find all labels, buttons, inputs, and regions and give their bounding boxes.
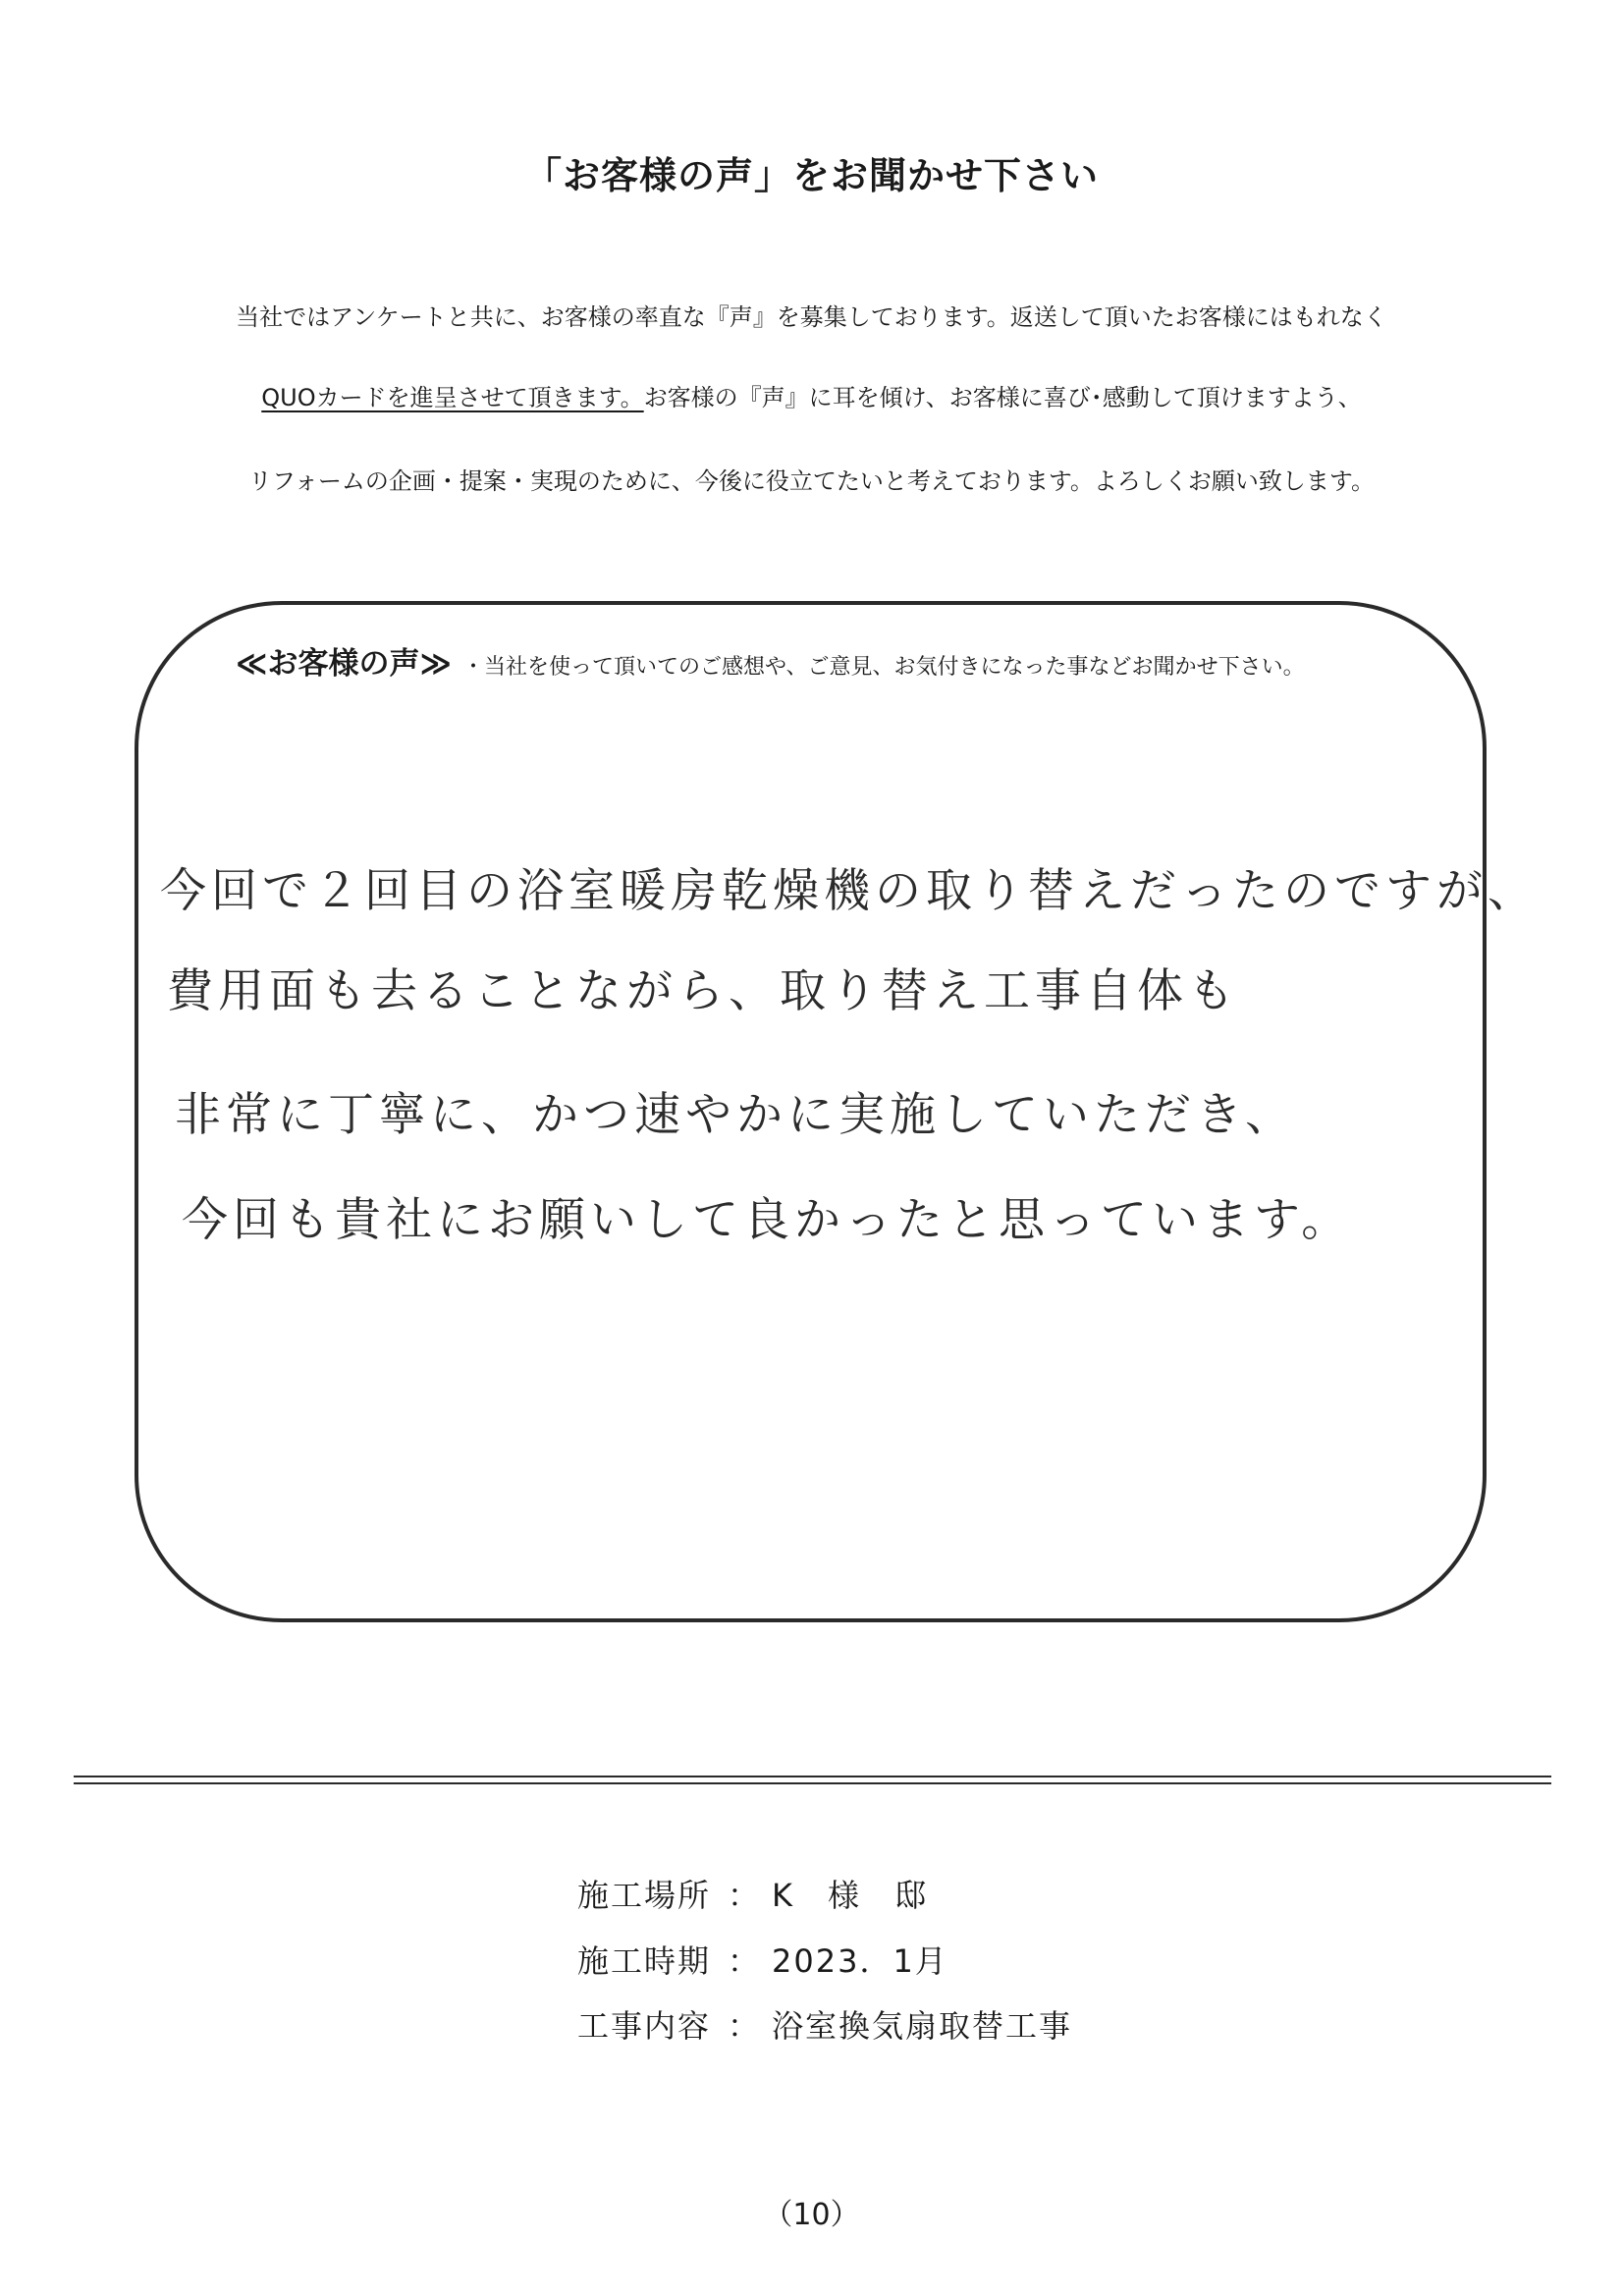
- intro-line-3: リフォームの企画・提案・実現のために、今後に役立てたいと考えております。よろしくお願い致します。: [248, 467, 1375, 495]
- handwritten-comment-line-2: 費用面も去ることながら、取り替え工事自体も: [167, 964, 1239, 1018]
- project-content-label: 工事内容: [577, 2007, 712, 2045]
- page-title: 「お客様の声」をお聞かせ下さい: [523, 154, 1099, 197]
- double-divider-top: [74, 1776, 1551, 1777]
- handwritten-comment-line-3: 非常に丁寧に、かつ速やかに実施していただき、: [175, 1088, 1297, 1142]
- quo-card-notice: QUOカードを進呈させて頂きます。: [261, 384, 644, 411]
- project-content-row: [577, 2001, 1072, 2047]
- page-number: （10）: [763, 2198, 860, 2232]
- intro-line-2: [0, 378, 1623, 412]
- project-period-value: 2023．1月: [772, 1942, 948, 1980]
- intro-line-1: 当社ではアンケートと共に、お客様の率直な『声』を募集しております。返送して頂いたお客様にはもれなく: [236, 303, 1387, 331]
- project-content-separator: ：: [727, 2007, 761, 2045]
- customer-voice-note: ・当社を使って頂いてのご感想や、ご意見、お気付きになった事などお聞かせ下さい。: [462, 655, 1305, 680]
- project-location-value: K 様 邸: [772, 1877, 928, 1914]
- project-period-separator: ：: [727, 1942, 761, 1980]
- customer-voice-label: ≪お客様の声≫: [236, 646, 452, 682]
- project-location-separator: ：: [727, 1877, 761, 1914]
- customer-voice-header: [236, 638, 1305, 683]
- handwritten-comment-line-4: 今回も貴社にお願いして良かったと思っています。: [182, 1193, 1353, 1247]
- project-period-row: [577, 1937, 948, 1982]
- project-location-label: 施工場所: [577, 1877, 712, 1914]
- double-divider-bottom: [74, 1782, 1551, 1784]
- project-period-label: 施工時期: [577, 1942, 712, 1980]
- project-location-row: [577, 1871, 928, 1916]
- intro-line-2-rest: お客様の『声』に耳を傾け、お客様に喜び･感動して頂けますよう、: [643, 384, 1362, 411]
- handwritten-comment-line-1: 今回で２回目の浴室暖房乾燥機の取り替えだったのですが、: [160, 864, 1539, 918]
- project-content-value: 浴室換気扇取替工事: [772, 2007, 1073, 2045]
